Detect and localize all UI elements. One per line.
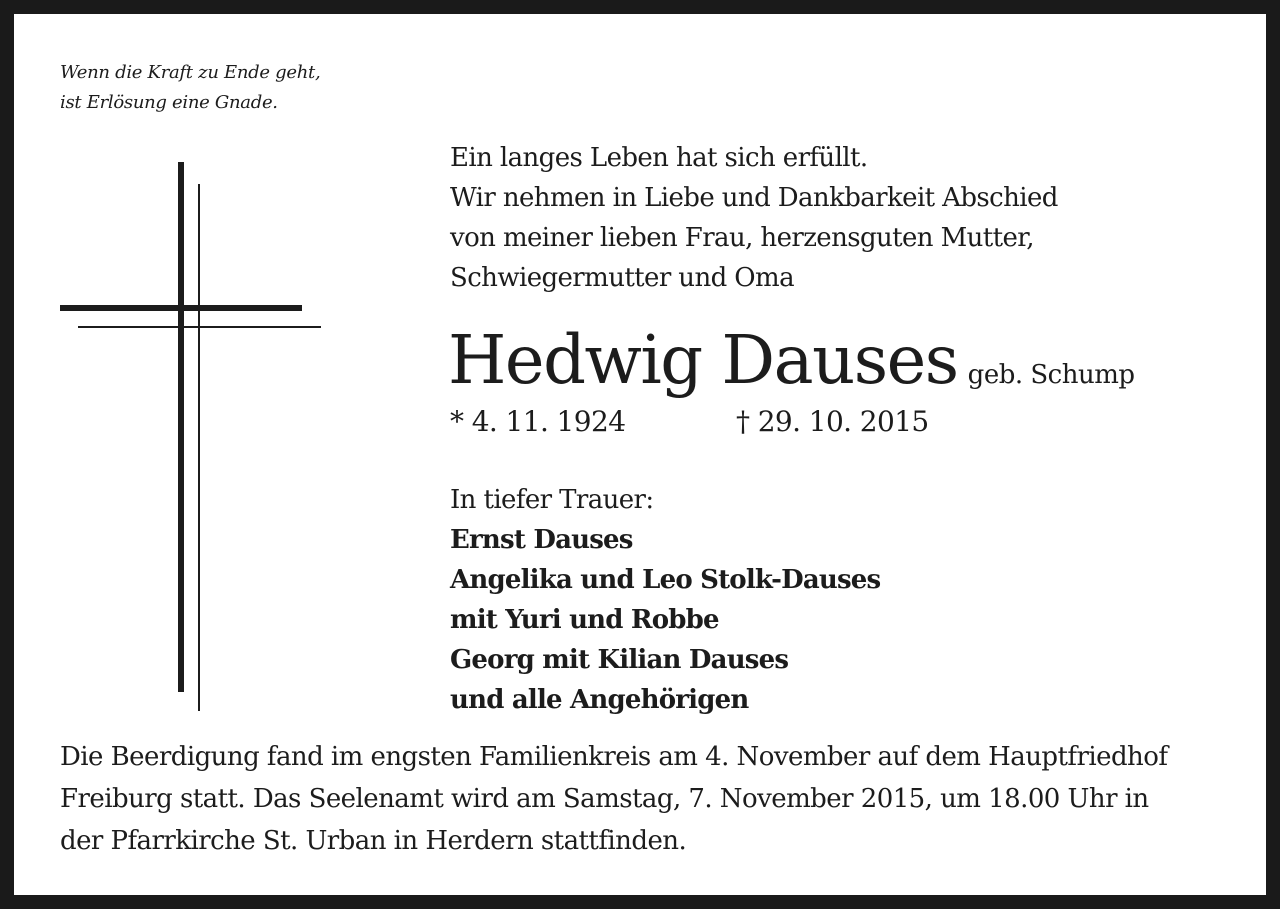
mourner: Ernst Dauses	[450, 525, 633, 555]
mourning-heading: In tiefer Trauer:	[450, 485, 654, 515]
mourner: mit Yuri und Robbe	[450, 605, 719, 635]
funeral-notice-line: Die Beerdigung fand im engsten Familienkreis am 4. November auf dem Hauptfriedhof	[60, 742, 1168, 772]
cross-vertical-thick	[178, 162, 184, 692]
birth-date: * 4. 11. 1924	[450, 405, 626, 438]
motto-line: ist Erlösung eine Gnade.	[60, 92, 278, 113]
cross-horizontal-thick	[60, 305, 302, 311]
funeral-notice-line: Freiburg statt. Das Seelenamt wird am Samstag, 7. November 2015, um 18.00 Uhr in	[60, 784, 1149, 814]
mourner: Georg mit Kilian Dauses	[450, 645, 789, 675]
intro-line: von meiner lieben Frau, herzensguten Mutter,	[450, 223, 1034, 253]
intro-line: Wir nehmen in Liebe und Dankbarkeit Abschied	[450, 183, 1058, 213]
intro-line: Schwiegermutter und Oma	[450, 263, 794, 293]
life-dates	[450, 402, 929, 442]
cross-vertical-thin	[198, 184, 200, 711]
motto-line: Wenn die Kraft zu Ende geht,	[60, 62, 321, 83]
mourner: Angelika und Leo Stolk-Dauses	[450, 565, 881, 595]
deceased-heading	[448, 318, 1135, 402]
motto	[60, 58, 320, 118]
deceased-name: Hedwig Dauses	[448, 321, 958, 399]
cross-horizontal-thin	[78, 326, 321, 328]
maiden-name: geb. Schump	[967, 360, 1135, 390]
death-date: † 29. 10. 2015	[736, 405, 929, 438]
obituary-card	[14, 14, 1266, 895]
intro-text	[450, 138, 1058, 298]
mourning-section	[450, 480, 880, 720]
funeral-notice	[60, 736, 1167, 862]
mourner: und alle Angehörigen	[450, 685, 749, 715]
funeral-notice-line: der Pfarrkirche St. Urban in Herdern stattfinden.	[60, 826, 687, 856]
intro-line: Ein langes Leben hat sich erfüllt.	[450, 143, 868, 173]
